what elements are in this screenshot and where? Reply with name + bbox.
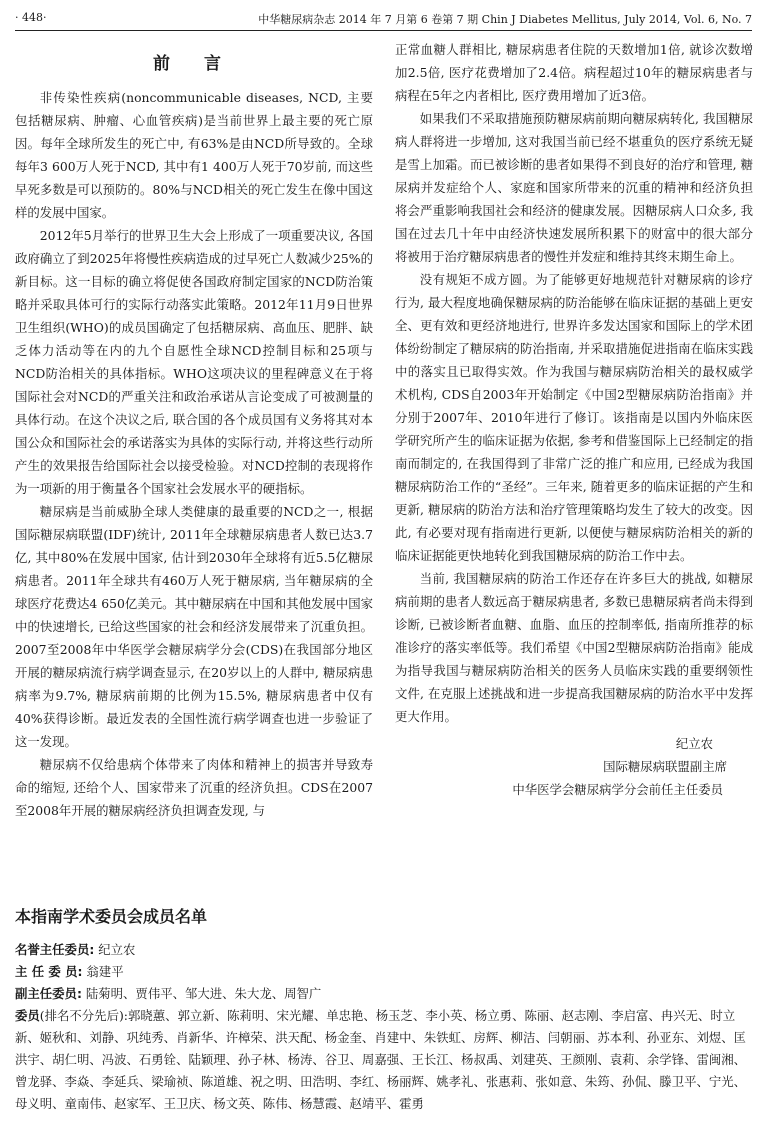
paragraph: 如果我们不采取措施预防糖尿病前期向糖尿病转化, 我国糖尿病人群将进一步增加, 这对我国当前已经不堪重负的医疗系统无疑是雪上加霜。而已被诊断的患者如果得不到良好的治疗和管理, 糖尿病并发症给个人、家庭和国家所带来的沉重的精神和经济负担将会严重影响我国社会和经济的健康发展。因糖尿病人口众多, 我国在过去几十年中由经济快速发展所积累下的财富中的很大部分将被用于治疗糖尿病患者的慢性并发症和维持其终末期生命上。: [395, 111, 753, 264]
committee-names: 纪立农: [98, 942, 136, 957]
left-column: [15, 38, 373, 822]
committee-role: 名誉主任委员:: [15, 942, 95, 957]
paragraph: 没有规矩不成方圆。为了能够更好地规范针对糖尿病的诊疗行为, 最大程度地确保糖尿病的防治能够在临床证据的基础上更安全、更有效和更经济地进行, 世界许多发达国家和国际上的学术团体纷纷制定了糖尿病的防治指南, 并采取措施促进指南在临床实践中的落实且已取得实效。作为我国与糖尿病防治相关的最权威学术机构, CDS自2003年开始制定《中国2型糖尿病防治指南》并分别于2007年、2010年进行了修订。该指南是以国内外临床医学研究所产生的临床证据为依据, 参考和借鉴国际上已经制定的指南而制定的, 在我国得到了非常广泛的推广和应用, 已经成为我国糖尿病防治工作的“圣经”。三年来, 随着更多的临床证据的产生和更新, 糖尿病的防治方法和治疗管理策略均发生了较大的改变。因此, 有必要对现有指南进行更新, 以便使与糖尿病防治相关的新的临床证据能更快地转化到我国糖尿病的防治工作中去。: [395, 272, 753, 563]
committee-title: 本指南学术委员会成员名单: [15, 907, 208, 926]
committee-names: 翁建平: [86, 964, 124, 979]
committee-row: [15, 939, 752, 961]
committee-section: [15, 904, 752, 1115]
committee-row: [15, 1005, 752, 1115]
paragraph-continued: 正常血糖人群相比, 糖尿病患者住院的天数增加1倍, 就诊次数增加2.5倍, 医疗花费增加了2.4倍。病程超过10年的糖尿病患者与病程在5年之内者相比, 医疗费用增加了近3倍。: [395, 42, 753, 103]
committee-role: 委员: [15, 1008, 40, 1023]
committee-names: (排名不分先后):郭晓蕙、郭立新、陈莉明、宋光耀、单忠艳、杨玉芝、李小英、杨立勇、陈丽、赵志刚、李启富、冉兴无、时立新、姬秋和、刘静、巩纯秀、肖新华、许樟荣、洪天配、杨金奎、肖建中、朱铁虹、房辉、柳洁、闫朝丽、苏本利、孙亚东、刘煜、匡洪宇、胡仁明、冯波、石勇铨、陆颖理、孙子林、杨涛、谷卫、周嘉强、王长江、杨叔禹、刘建英、王颜刚、袁莉、余学锋、雷闽湘、曾龙驿、李焱、李延兵、梁瑜祯、陈道雄、祝之明、田浩明、李红、杨丽辉、姚孝礼、张惠莉、张如意、朱筠、孙侃、滕卫平、宁光、母义明、童南伟、赵家军、王卫庆、杨文英、陈伟、杨慧霞、赵靖平、霍勇: [15, 1008, 747, 1111]
author-title: 中华医学会糖尿病学分会前任主任委员: [512, 782, 723, 797]
paragraph: 2012年5月举行的世界卫生大会上形成了一项重要决议, 各国政府确立了到2025年将慢性疾病造成的过早死亡人数减少25%的新目标。这一目标的确立将促使各国政府制定国家的NCD防治策略并采取具体可行的实际行动落实此策略。2012年11月9日世界卫生组织(WHO)的成员国确定了包括糖尿病、高血压、肥胖、缺乏体力活动等在内的九个自愿性全球NCD控制目标和25项与NCD防治相关的具体指标。WHO这项决议的里程碑意义在于将国际社会对NCD的严重关注和政治承诺从言论变成了可被测量的具体行动。在这个决议之后, 联合国的各个成员国有义务将其对本国公众和国际社会的承诺落实为具体的实际行动, 并将这些行动所产生的效果报告给国际社会以接受检验。对NCD控制的表现将作为一项新的用于衡量各个国家社会发展水平的硬指标。: [15, 228, 373, 496]
author-name: 纪立农: [675, 736, 713, 751]
committee-role: 副主任委员:: [15, 986, 82, 1001]
paragraph: 糖尿病不仅给患病个体带来了肉体和精神上的损害并导致寿命的缩短, 还给个人、国家带来了沉重的经济负担。CDS在2007至2008年开展的糖尿病经济负担调查发现, 与: [15, 757, 373, 818]
committee-row: [15, 961, 752, 983]
page-number: · 448·: [15, 11, 47, 24]
committee-role: 主 任 委 员:: [15, 964, 83, 979]
committee-names: 陆菊明、贾伟平、邹大进、朱大龙、周智广: [85, 986, 322, 1001]
committee-row: [15, 983, 752, 1005]
author-title: 国际糖尿病联盟副主席: [603, 759, 727, 774]
paragraph: 当前, 我国糖尿病的防治工作还存在许多巨大的挑战, 如糖尿病前期的患者人数远高于糖尿病患者, 多数已患糖尿病者尚未得到诊断, 已被诊断者血糖、血脂、血压的控制率低, 指南所推荐的标准诊疗的落实率低等。我们希望《中国2型糖尿病防治指南》能成为指导我国与糖尿病防治相关的医务人员临床实践的重要纲领性文件, 在克服上述挑战和进一步提高我国糖尿病的防治水平中发挥更大作用。: [395, 571, 753, 724]
running-header: [15, 8, 752, 31]
right-column: [395, 38, 753, 801]
journal-citation: 中华糖尿病杂志 2014 年 7 月第 6 卷第 7 期 Chin J Diabetes Mellitus, July 2014, Vol. 6, No. 7: [258, 13, 752, 26]
paragraph: 非传染性疾病(noncommunicable diseases, NCD, 主要包括糖尿病、肿瘤、心血管疾病)是当前世界上最主要的死亡原因。每年全球所发生的死亡中, 有63%是由NCD所导致的。全球每年3 600万人死于NCD, 其中有1 400万人死于70岁前, 而这些早死多数是可以预防的。80%与NCD相关的死亡发生在像中国这样的发展中国家。: [15, 90, 373, 220]
section-title: 前 言: [153, 54, 235, 74]
paragraph: 糖尿病是当前威胁全球人类健康的最重要的NCD之一, 根据国际糖尿病联盟(IDF)统计, 2011年全球糖尿病患者人数已达3.7亿, 其中80%在发展中国家, 估计到2030年全球将有近5.5亿糖尿病患者。2011年全球共有460万人死于糖尿病, 当年糖尿病的全球医疗花费达4 650亿美元。其中糖尿病在中国和其他发展中国家中的快速增长, 已给这些国家的社会和经济发展带来了沉重负担。2007至2008年中华医学会糖尿病学分会(CDS)在我国部分地区开展的糖尿病流行病学调查显示, 在20岁以上的人群中, 糖尿病患病率为9.7%, 糖尿病前期的比例为15.5%, 糖尿病患者中仅有40%获得诊断。最近发表的全国性流行病学调查也进一步验证了这一发现。: [15, 504, 373, 749]
